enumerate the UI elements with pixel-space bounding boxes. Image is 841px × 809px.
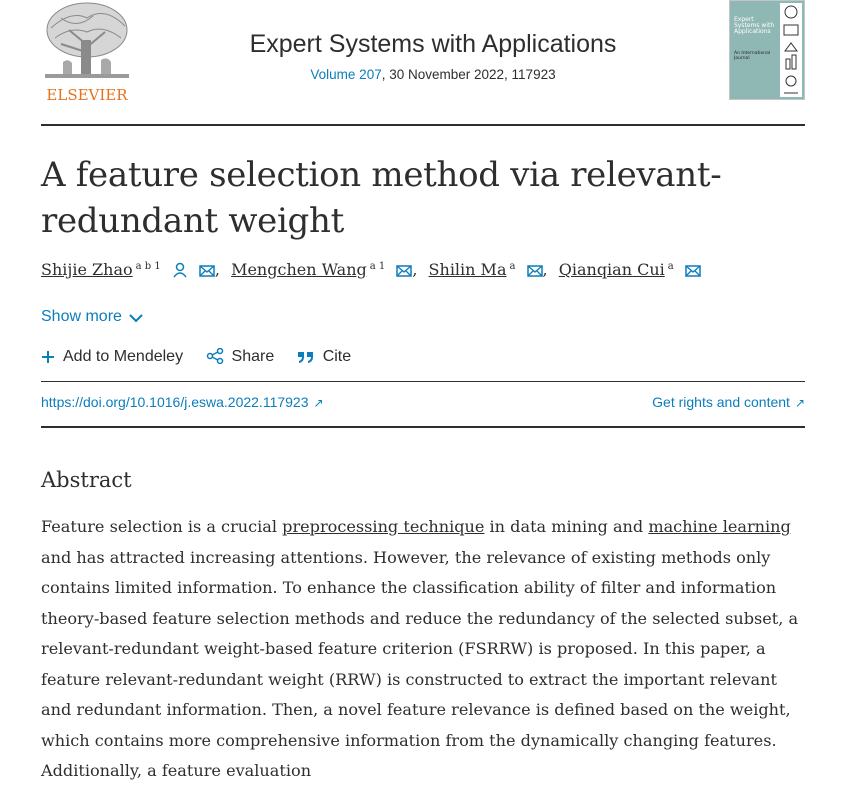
cite-label: Cite	[322, 348, 352, 365]
journal-title[interactable]: Expert Systems with Applications	[249, 30, 617, 58]
mendeley-label: Add to Mendeley	[63, 348, 184, 365]
elsevier-logo[interactable]	[41, 0, 133, 104]
email-icon[interactable]	[396, 263, 412, 282]
article-page	[41, 0, 805, 803]
add-to-mendeley-button[interactable]	[41, 348, 183, 366]
show-more-label: Show more	[41, 308, 122, 325]
share-label: Share	[231, 348, 275, 365]
cover-pictograms-icon	[780, 3, 802, 97]
machine-learning-link[interactable]: machine learning	[648, 517, 791, 536]
elsevier-tree-icon	[41, 0, 133, 86]
article-title: A feature selection method via relevant-redundant weight	[41, 155, 722, 241]
email-icon[interactable]	[199, 263, 215, 282]
journal-header	[41, 0, 805, 126]
journal-cover[interactable]	[729, 0, 805, 100]
author-3	[429, 260, 552, 282]
share-button[interactable]	[206, 348, 275, 366]
author-1	[41, 260, 224, 282]
abstract-text-3: and has attracted increasing attentions. However, the relevance of existing methods only contains limited information. To enhance the classification ability of filter and information theory-based feature selection methods and reduce the redundancy of the selected subset, a relevant-redundant weight-based feature criterion (FSRRW) is proposed. In this paper, a feature relevant-redundant weight (RRW) is constructed to extract the important relevant and redundant information. Then, a novel feature relevance is defined based on the weight, which contains more comprehensive information from the dynamically changing features. Additionally, a feature evaluation	[41, 547, 799, 780]
author-4	[559, 260, 701, 282]
author-affiliation-sup[interactable]: a b 1	[135, 261, 161, 272]
preprocessing-technique-link[interactable]: preprocessing technique	[282, 517, 485, 536]
plus-icon	[41, 350, 55, 364]
rights-link[interactable]	[652, 394, 805, 410]
article-actions	[41, 348, 805, 378]
external-link-icon: ↗	[313, 396, 324, 410]
email-icon[interactable]	[527, 263, 543, 282]
doi-link[interactable]	[41, 394, 324, 410]
chevron-down-icon	[128, 313, 144, 323]
doi-bar	[41, 381, 805, 428]
author-affiliation-sup[interactable]: a 1	[369, 261, 386, 272]
email-icon[interactable]	[685, 263, 701, 282]
rights-text: Get rights and content	[652, 394, 790, 410]
doi-text: https://doi.org/10.1016/j.eswa.2022.117923	[41, 394, 309, 410]
author-separator: ,	[542, 260, 548, 279]
author-affiliation-sup[interactable]: a	[509, 261, 516, 272]
share-icon	[206, 348, 224, 364]
author-name-link[interactable]: Mengchen Wang	[231, 260, 367, 279]
author-separator: ,	[214, 260, 220, 279]
person-icon[interactable]	[172, 262, 188, 282]
cover-subtitle: An International Journal	[734, 51, 771, 61]
author-name-link[interactable]: Shilin Ma	[428, 260, 507, 279]
abstract-text-1: Feature selection is a crucial	[41, 517, 283, 536]
cover-icon-column	[780, 3, 802, 97]
quote-icon	[297, 350, 315, 364]
show-more-button[interactable]	[41, 308, 805, 326]
abstract-heading: Abstract	[41, 468, 132, 492]
cite-button[interactable]	[297, 348, 351, 366]
abstract-text	[41, 512, 811, 787]
cover-title: Expert Systems with Applications	[734, 16, 775, 35]
author-name-link[interactable]: Qianqian Cui	[558, 260, 665, 279]
external-link-icon: ↗	[794, 396, 805, 410]
abstract-text-2: in data mining and	[484, 517, 649, 536]
author-name-link[interactable]: Shijie Zhao	[41, 260, 133, 279]
journal-volume-line	[191, 67, 675, 82]
author-2	[231, 260, 421, 282]
author-list	[41, 260, 805, 282]
elsevier-wordmark: ELSEVIER	[46, 86, 128, 104]
volume-link[interactable]: Volume 207	[310, 67, 382, 82]
author-affiliation-sup[interactable]: a	[667, 261, 674, 272]
issue-date: , 30 November 2022, 117923	[381, 67, 556, 82]
author-separator: ,	[412, 260, 418, 279]
journal-info	[191, 30, 675, 82]
